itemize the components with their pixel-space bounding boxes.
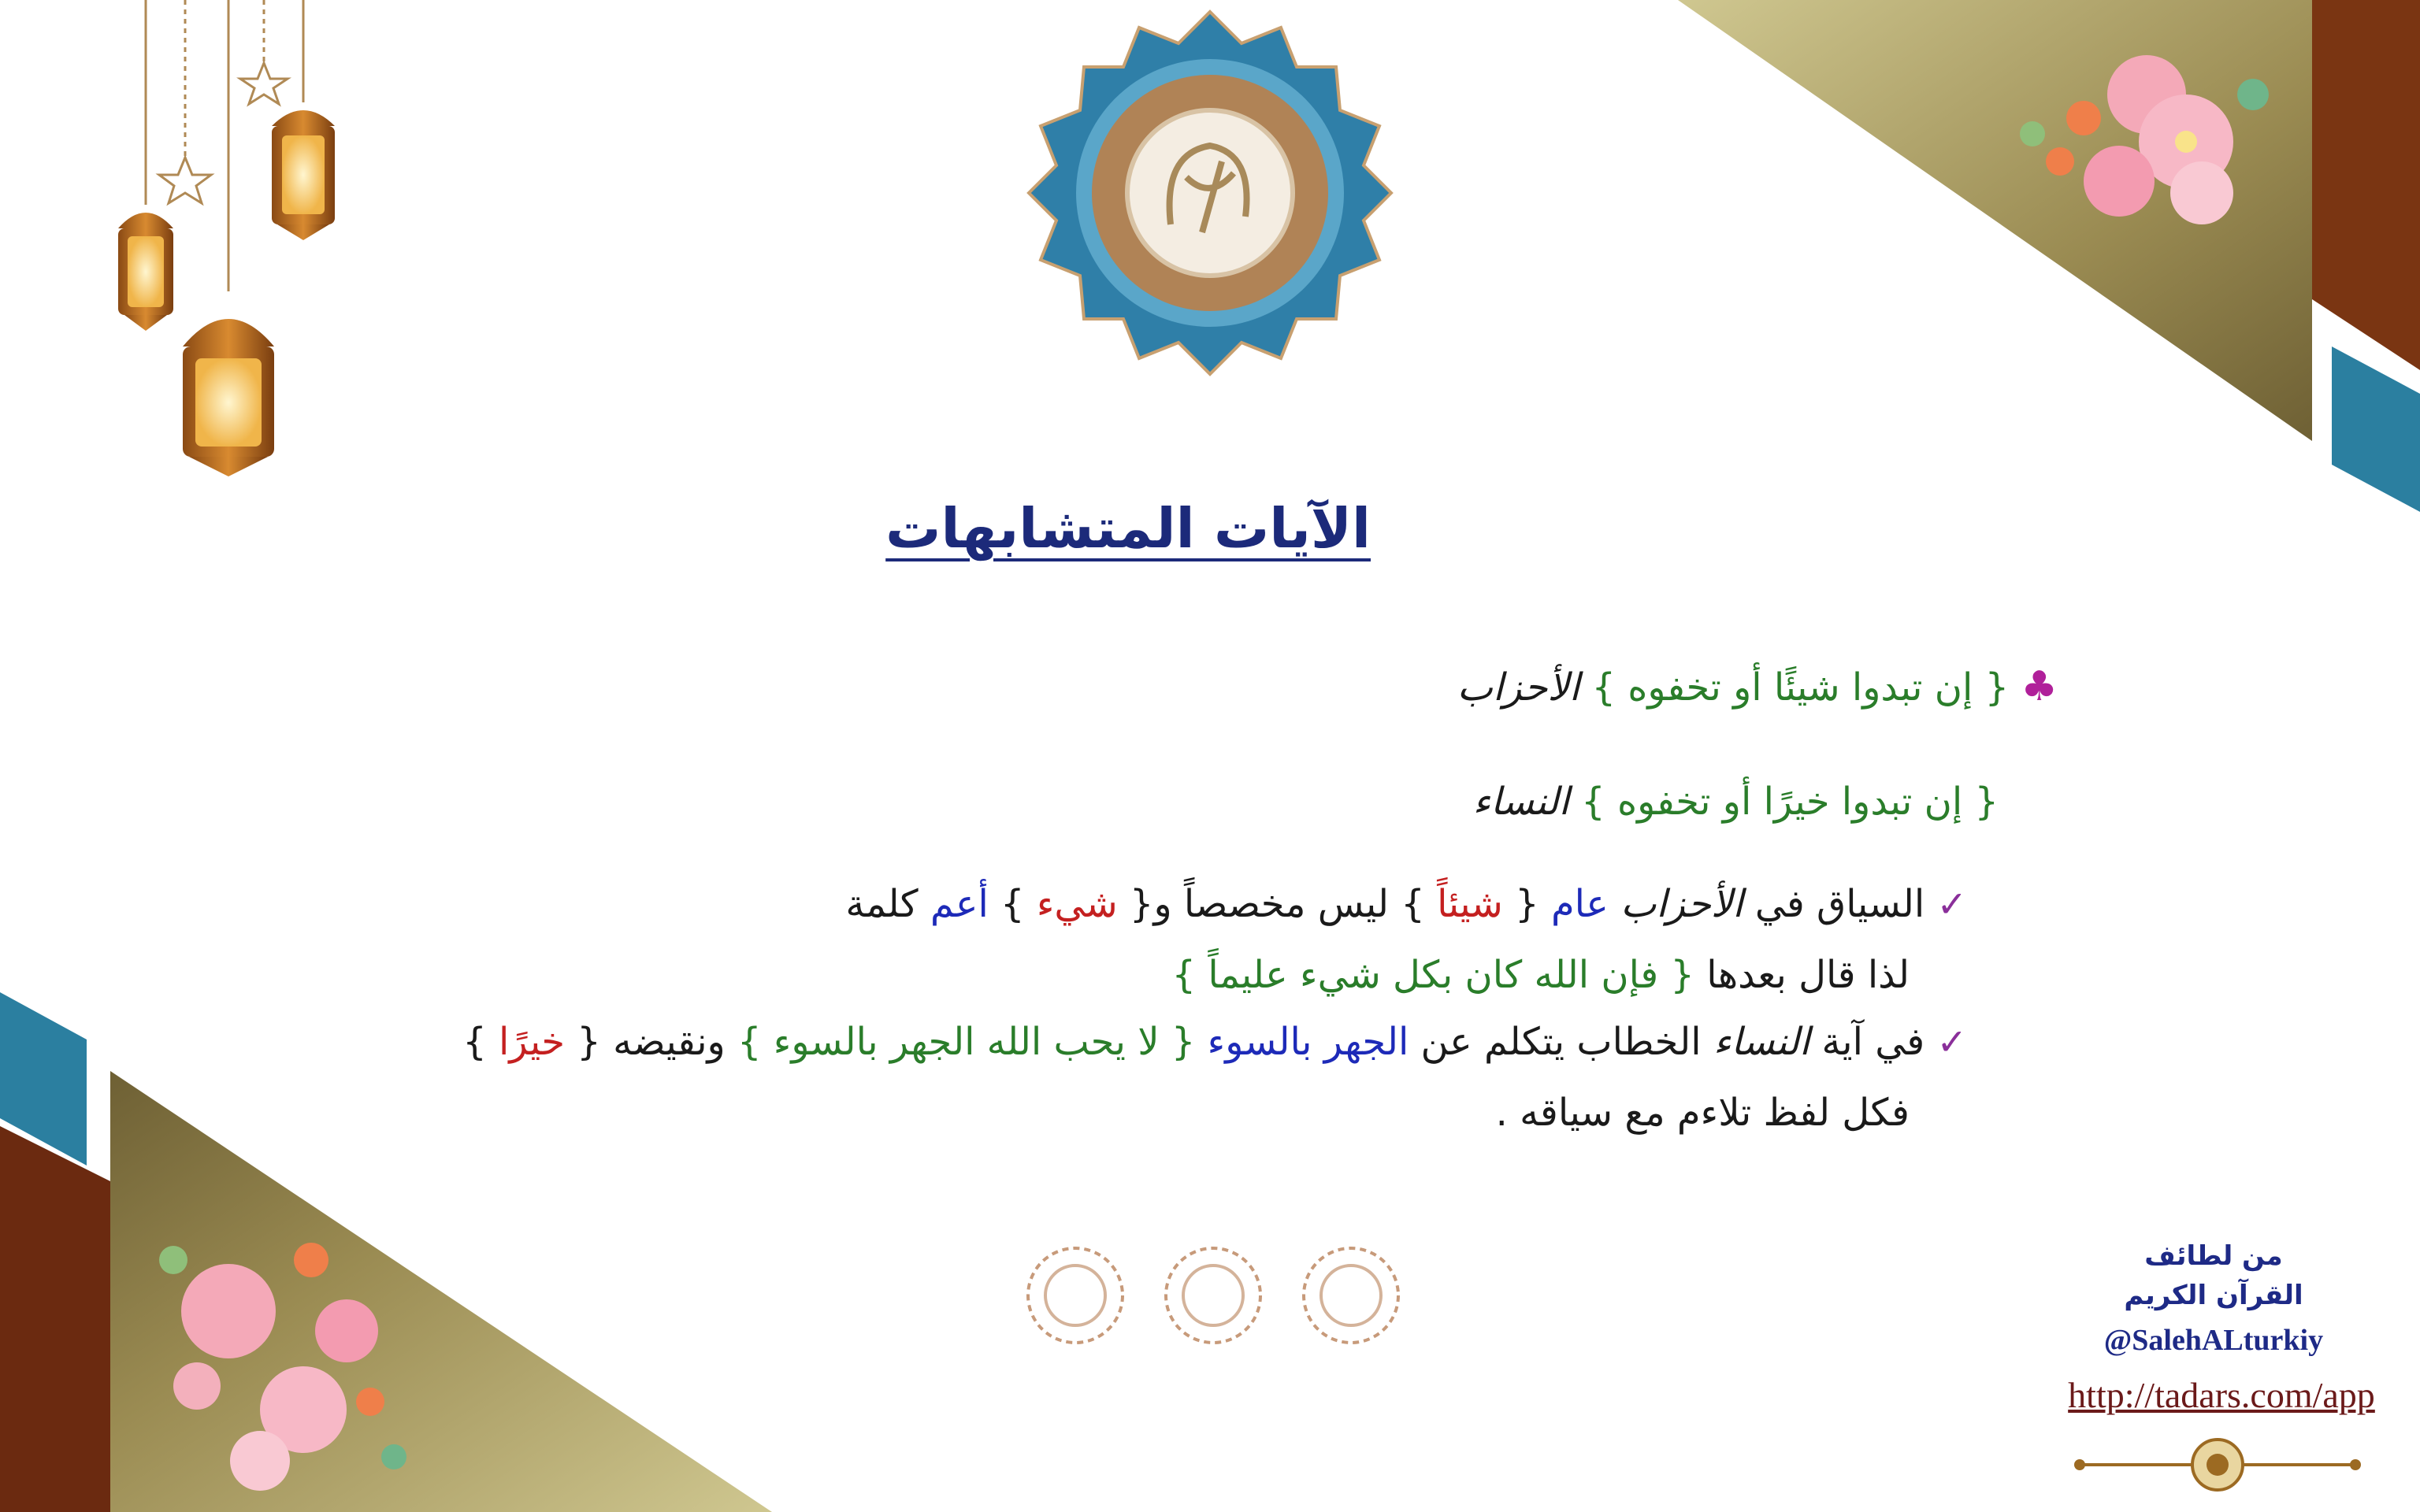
p2b-a: فكل لفظ تلاءم مع سياقه . <box>1495 1091 1910 1135</box>
page-title: الآيات المتشابهات <box>885 496 1371 561</box>
p1-g: شيء <box>1036 882 1118 926</box>
point-1-continued <box>1172 953 1910 997</box>
verse-ahzab-source: الأحزاب <box>1457 665 1580 710</box>
p1b-b: { فإن الله كان بكل شيء عليماً } <box>1171 953 1694 997</box>
point-1 <box>845 882 1967 926</box>
signature-line-2: القرآن الكريم <box>2124 1280 2303 1311</box>
tadars-link[interactable]: http://tadars.com/app <box>2068 1375 2375 1415</box>
verse-ahzab <box>1457 663 2058 710</box>
p1-h: } <box>988 882 1037 926</box>
tadars-quran-emblem <box>1029 12 1391 374</box>
p2-g: خيرًا <box>499 1020 566 1064</box>
p1-i: أعم <box>930 882 989 926</box>
check-icon: ✓ <box>1936 1021 1967 1063</box>
verse-ahzab-text: { إن تبدوا شيئًا أو تخفوه } <box>1591 665 2010 710</box>
ornament-divider <box>2074 1440 2361 1490</box>
p2-b: النساء <box>1713 1020 1810 1064</box>
verse-nisa <box>1472 780 1999 824</box>
p1-b: الأحزاب <box>1620 882 1743 926</box>
p2-h: } <box>462 1020 499 1064</box>
verse-nisa-text: { إن تبدوا خيرًا أو تخفوه } <box>1581 780 1999 824</box>
p1-d: { <box>1502 882 1539 926</box>
p2-c: الخطاب يتكلم عن <box>1409 1020 1713 1064</box>
p1-a: السياق في <box>1743 882 1925 926</box>
check-icon: ✓ <box>1936 883 1967 925</box>
lanterns <box>118 0 335 476</box>
club-icon: ♣ <box>2021 663 2058 710</box>
rosettes <box>1028 1248 1398 1343</box>
p1-f: } ليس مخصصاً و{ <box>1117 882 1438 926</box>
p2-d: الجهر بالسوء <box>1207 1020 1409 1064</box>
signature-line-1: من لطائف <box>2144 1240 2283 1272</box>
p2-e: { لا يحب الله الجهر بالسوء } <box>737 1020 1208 1064</box>
p2-f: ونقيضه { <box>565 1020 737 1064</box>
p1b-a: لذا قال بعدها <box>1694 953 1910 997</box>
point-2-continued <box>1496 1091 1910 1135</box>
p1-c: عام <box>1538 882 1621 926</box>
verse-nisa-source: النساء <box>1472 780 1569 824</box>
point-2 <box>462 1020 1967 1064</box>
p1-e: شيئاً <box>1437 882 1503 926</box>
signature-handle: @SalehALturkiy <box>2103 1324 2324 1357</box>
p1-j: كلمة <box>845 882 930 926</box>
p2-a: في آية <box>1809 1020 1925 1064</box>
